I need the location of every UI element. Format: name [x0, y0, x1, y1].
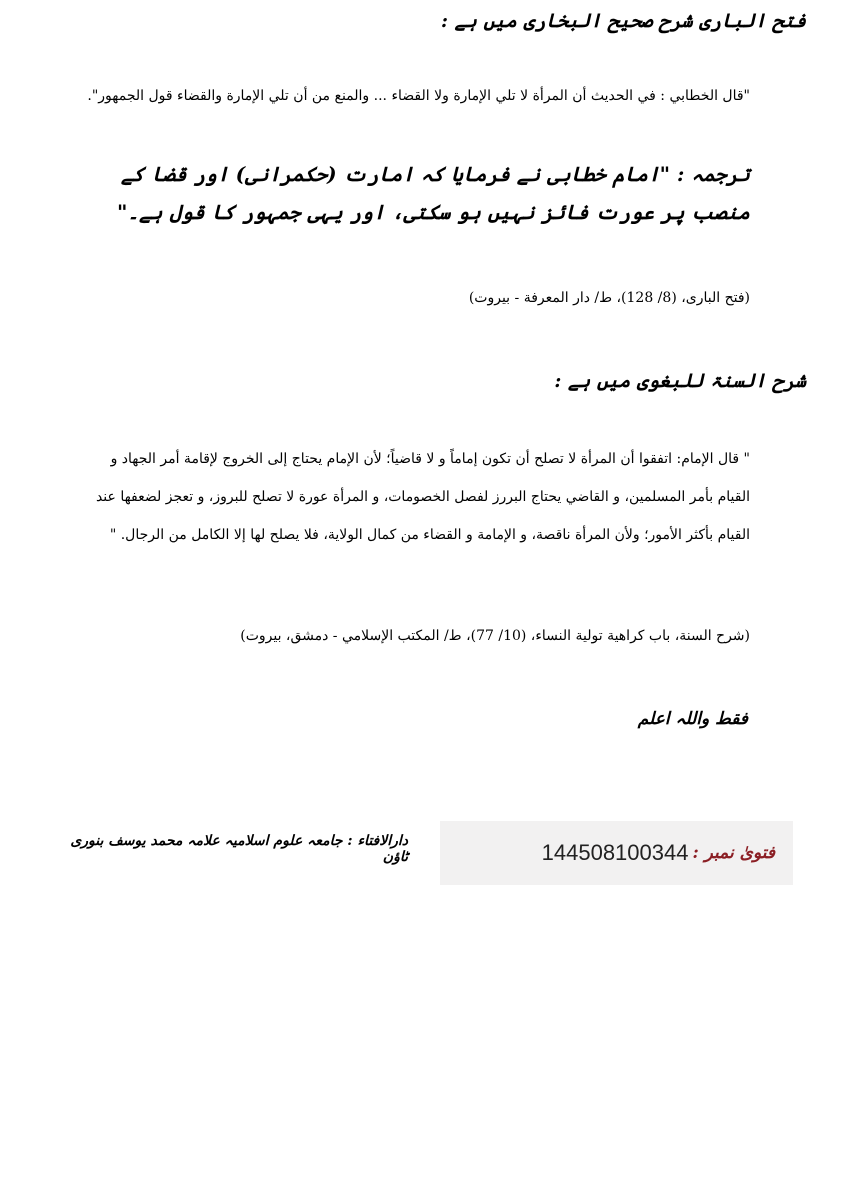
section-2-heading: شرح السنۃ للبغوی میں ہے :: [554, 370, 806, 392]
section-1-heading: فتح الباری شرح صحیح البخاری میں ہے :: [440, 10, 806, 32]
section-2-reference: (شرح السنة، باب كراهية تولية النساء، (10/ 77)، ط/ المكتب الإسلامي - دمشق، بيروت): [240, 628, 750, 644]
section-1-translation: ترجمہ : "امام خطابی نے فرمایا کہ امارت (حکمرانی) اور قضا کے منصب پر عورت فائز نہیں ہو سکتی، اور یہی جمہور کا قول ہے۔": [116, 162, 750, 224]
fatwa-label: فتویٰ نمبر :: [692, 843, 775, 863]
section-1-reference: (فتح البارى، (8/ 128)، ط/ دار المعرفة - بيروت): [468, 290, 750, 306]
fatwa-number: 144508100344: [541, 840, 689, 865]
fatwa-number-box: [440, 821, 793, 885]
closing-phrase: فقط واللہ اعلم: [637, 709, 748, 729]
section-2-arabic-quote: " قال الإمام: اتفقوا أن المرأة لا تصلح أن تكون إماماً و لا قاضياً؛ لأن الإمام يحتاج إلى الخروج لإقامة أمر الجهاد و القيام بأمر المسلمين، و القاضي يحتاج البررز لفصل الخصومات، و المرأة عورة لا تصلح للبروز، و تعجز لضعفها عند القيام بأكثر الأمور؛ ولأن المرأة ناقصة، و الإمامة و القضاء من كمال الولاية، فلا يصلح لها إلا الكامل من الرجال. ": [95, 451, 750, 543]
section-1-arabic-quote: "قال الخطابي : في الحديث أن المرأة لا تلي الإمارة ولا القضاء ... والمنع من أن تلي الإمارة والقضاء قول الجمهور".: [87, 88, 750, 104]
darul-ifta-issuer: دارالافتاء : جامعہ علوم اسلامیہ علامہ محمد یوسف بنوری ٹاؤن: [70, 833, 408, 865]
